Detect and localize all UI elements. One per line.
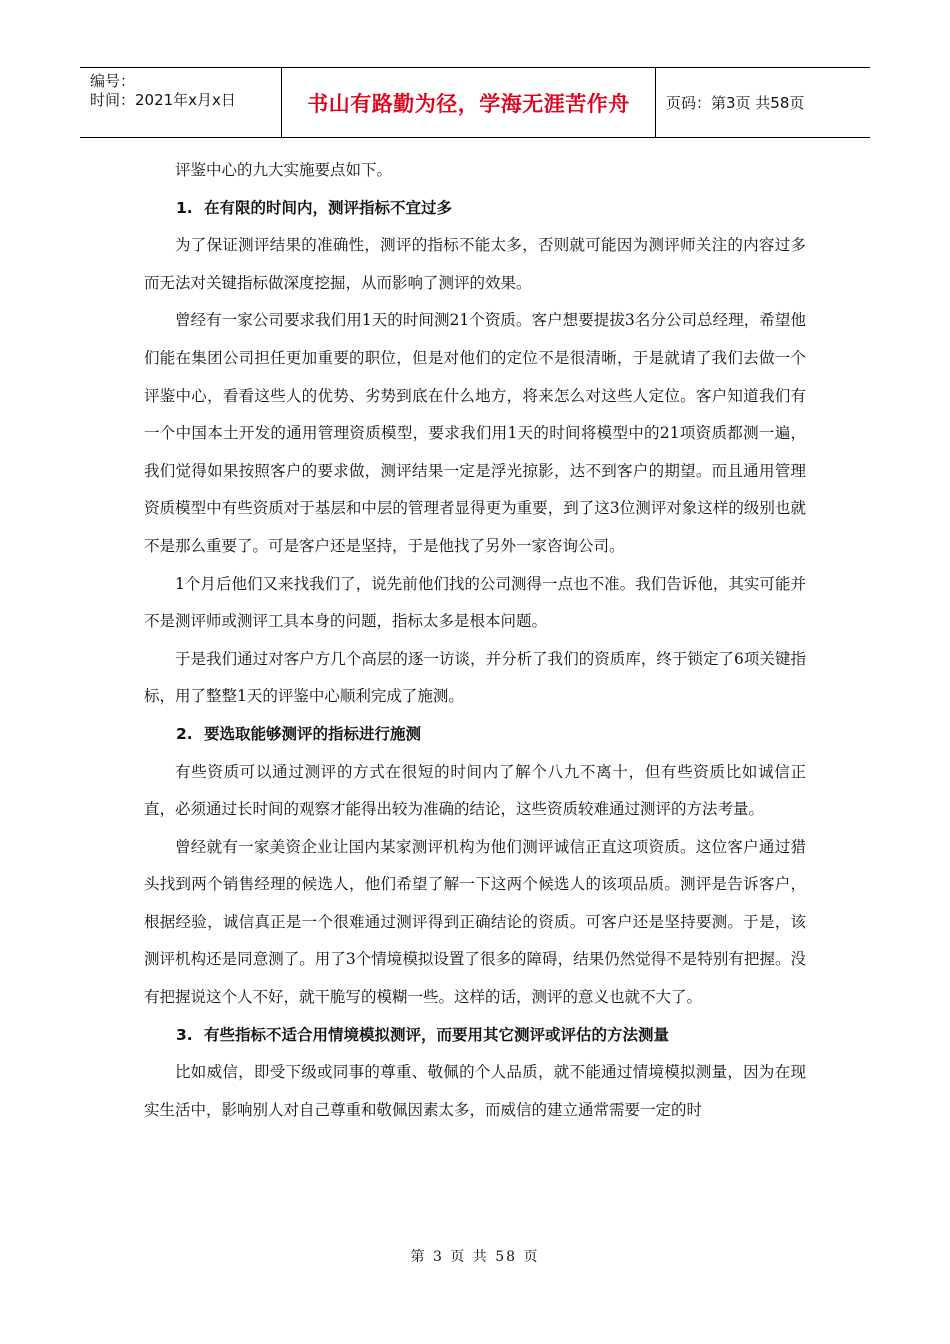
- section-title-3: 有些指标不适合用情境模拟测评，而要用其它测评或评估的方法测量: [204, 1025, 670, 1044]
- section-title-2: 要选取能够测评的指标进行施测: [204, 724, 422, 743]
- page-footer: 第 3 页 共 58 页: [410, 1249, 540, 1265]
- header-page-info: 页码：第3页 共58页: [666, 94, 805, 112]
- section-heading-3: [144, 1017, 806, 1055]
- body-paragraph: 1个月后他们又来找我们了，说先前他们找的公司测得一点也不准。我们告诉他，其实可能并不是测评师或测评工具本身的问题，指标太多是根本问题。: [144, 574, 806, 631]
- body-paragraph: 于是我们通过对客户方几个高层的逐一访谈，并分析了我们的资质库，终于锁定了6项关键指标，用了整整1天的评鉴中心顺利完成了施测。: [144, 649, 806, 706]
- body-paragraph: 曾经有一家公司要求我们用1天的时间测21个资质。客户想要提拔3名分公司总经理，希望他们能在集团公司担任更加重要的职位，但是对他们的定位不是很清晰，于是就请了我们去做一个评鉴中心，看看这些人的优势、劣势到底在什么地方，将来怎么对这些人定位。客户知道我们有一个中国本土开发的通用管理资质模型，要求我们用1天的时间将模型中的21项资质都测一遍，我们觉得如果按照客户的要求做，测评结果一定是浮光掠影，达不到客户的期望。而且通用管理资质模型中有些资质对于基层和中层的管理者显得更为重要，到了这3位测评对象这样的级别也就不是那么重要了。可是客户还是坚持，于是他找了另外一家咨询公司。: [144, 311, 806, 555]
- document-time-label: 时间：2021年x月x日: [90, 91, 236, 109]
- section-heading-1: [144, 190, 806, 228]
- document-number-label: 编号：: [90, 72, 136, 90]
- document-body: [144, 152, 806, 1129]
- section-number-3: 3.: [176, 1025, 193, 1044]
- section-title-1: 在有限的时间内，测评指标不宜过多: [204, 198, 453, 217]
- section-heading-2: [144, 716, 806, 754]
- body-paragraph: 有些资质可以通过测评的方式在很短的时间内了解个八九不离十，但有些资质比如诚信正直，必须通过长时间的观察才能得出较为准确的结论，这些资质较难通过测评的方法考量。: [144, 762, 806, 819]
- body-paragraph: 曾经就有一家美资企业让国内某家测评机构为他们测评诚信正直这项资质。这位客户通过猎头找到两个销售经理的候选人，他们希望了解一下这两个候选人的该项品质。测评是告诉客户，根据经验，诚信真正是一个很难通过测评得到正确结论的资质。可客户还是坚持要测。于是，该测评机构还是同意测了。用了3个情境模拟设置了很多的障碍，结果仍然觉得不是特别有把握。没有把握说这个人不好，就干脆写的模糊一些。这样的话，测评的意义也就不大了。: [144, 837, 806, 1007]
- body-paragraph: 比如威信，即受下级或同事的尊重、敬佩的个人品质，就不能通过情境模拟测量，因为在现实生活中，影响别人对自己尊重和敬佩因素太多，而威信的建立通常需要一定的时: [144, 1063, 806, 1119]
- body-paragraph: 为了保证测评结果的准确性，测评的指标不能太多，否则就可能因为测评师关注的内容过多而无法对关键指标做深度挖掘，从而影响了测评的效果。: [144, 236, 806, 292]
- header-page-cell: [656, 68, 870, 137]
- section-number-1: 1.: [176, 198, 193, 217]
- section-number-2: 2.: [176, 724, 193, 743]
- intro-paragraph: 评鉴中心的九大实施要点如下。: [175, 161, 393, 179]
- header-motto: 书山有路勤为径，学海无涯苦作舟: [307, 91, 630, 116]
- header-meta-cell: [80, 68, 282, 137]
- page-header: [80, 67, 870, 138]
- header-motto-cell: [282, 68, 656, 137]
